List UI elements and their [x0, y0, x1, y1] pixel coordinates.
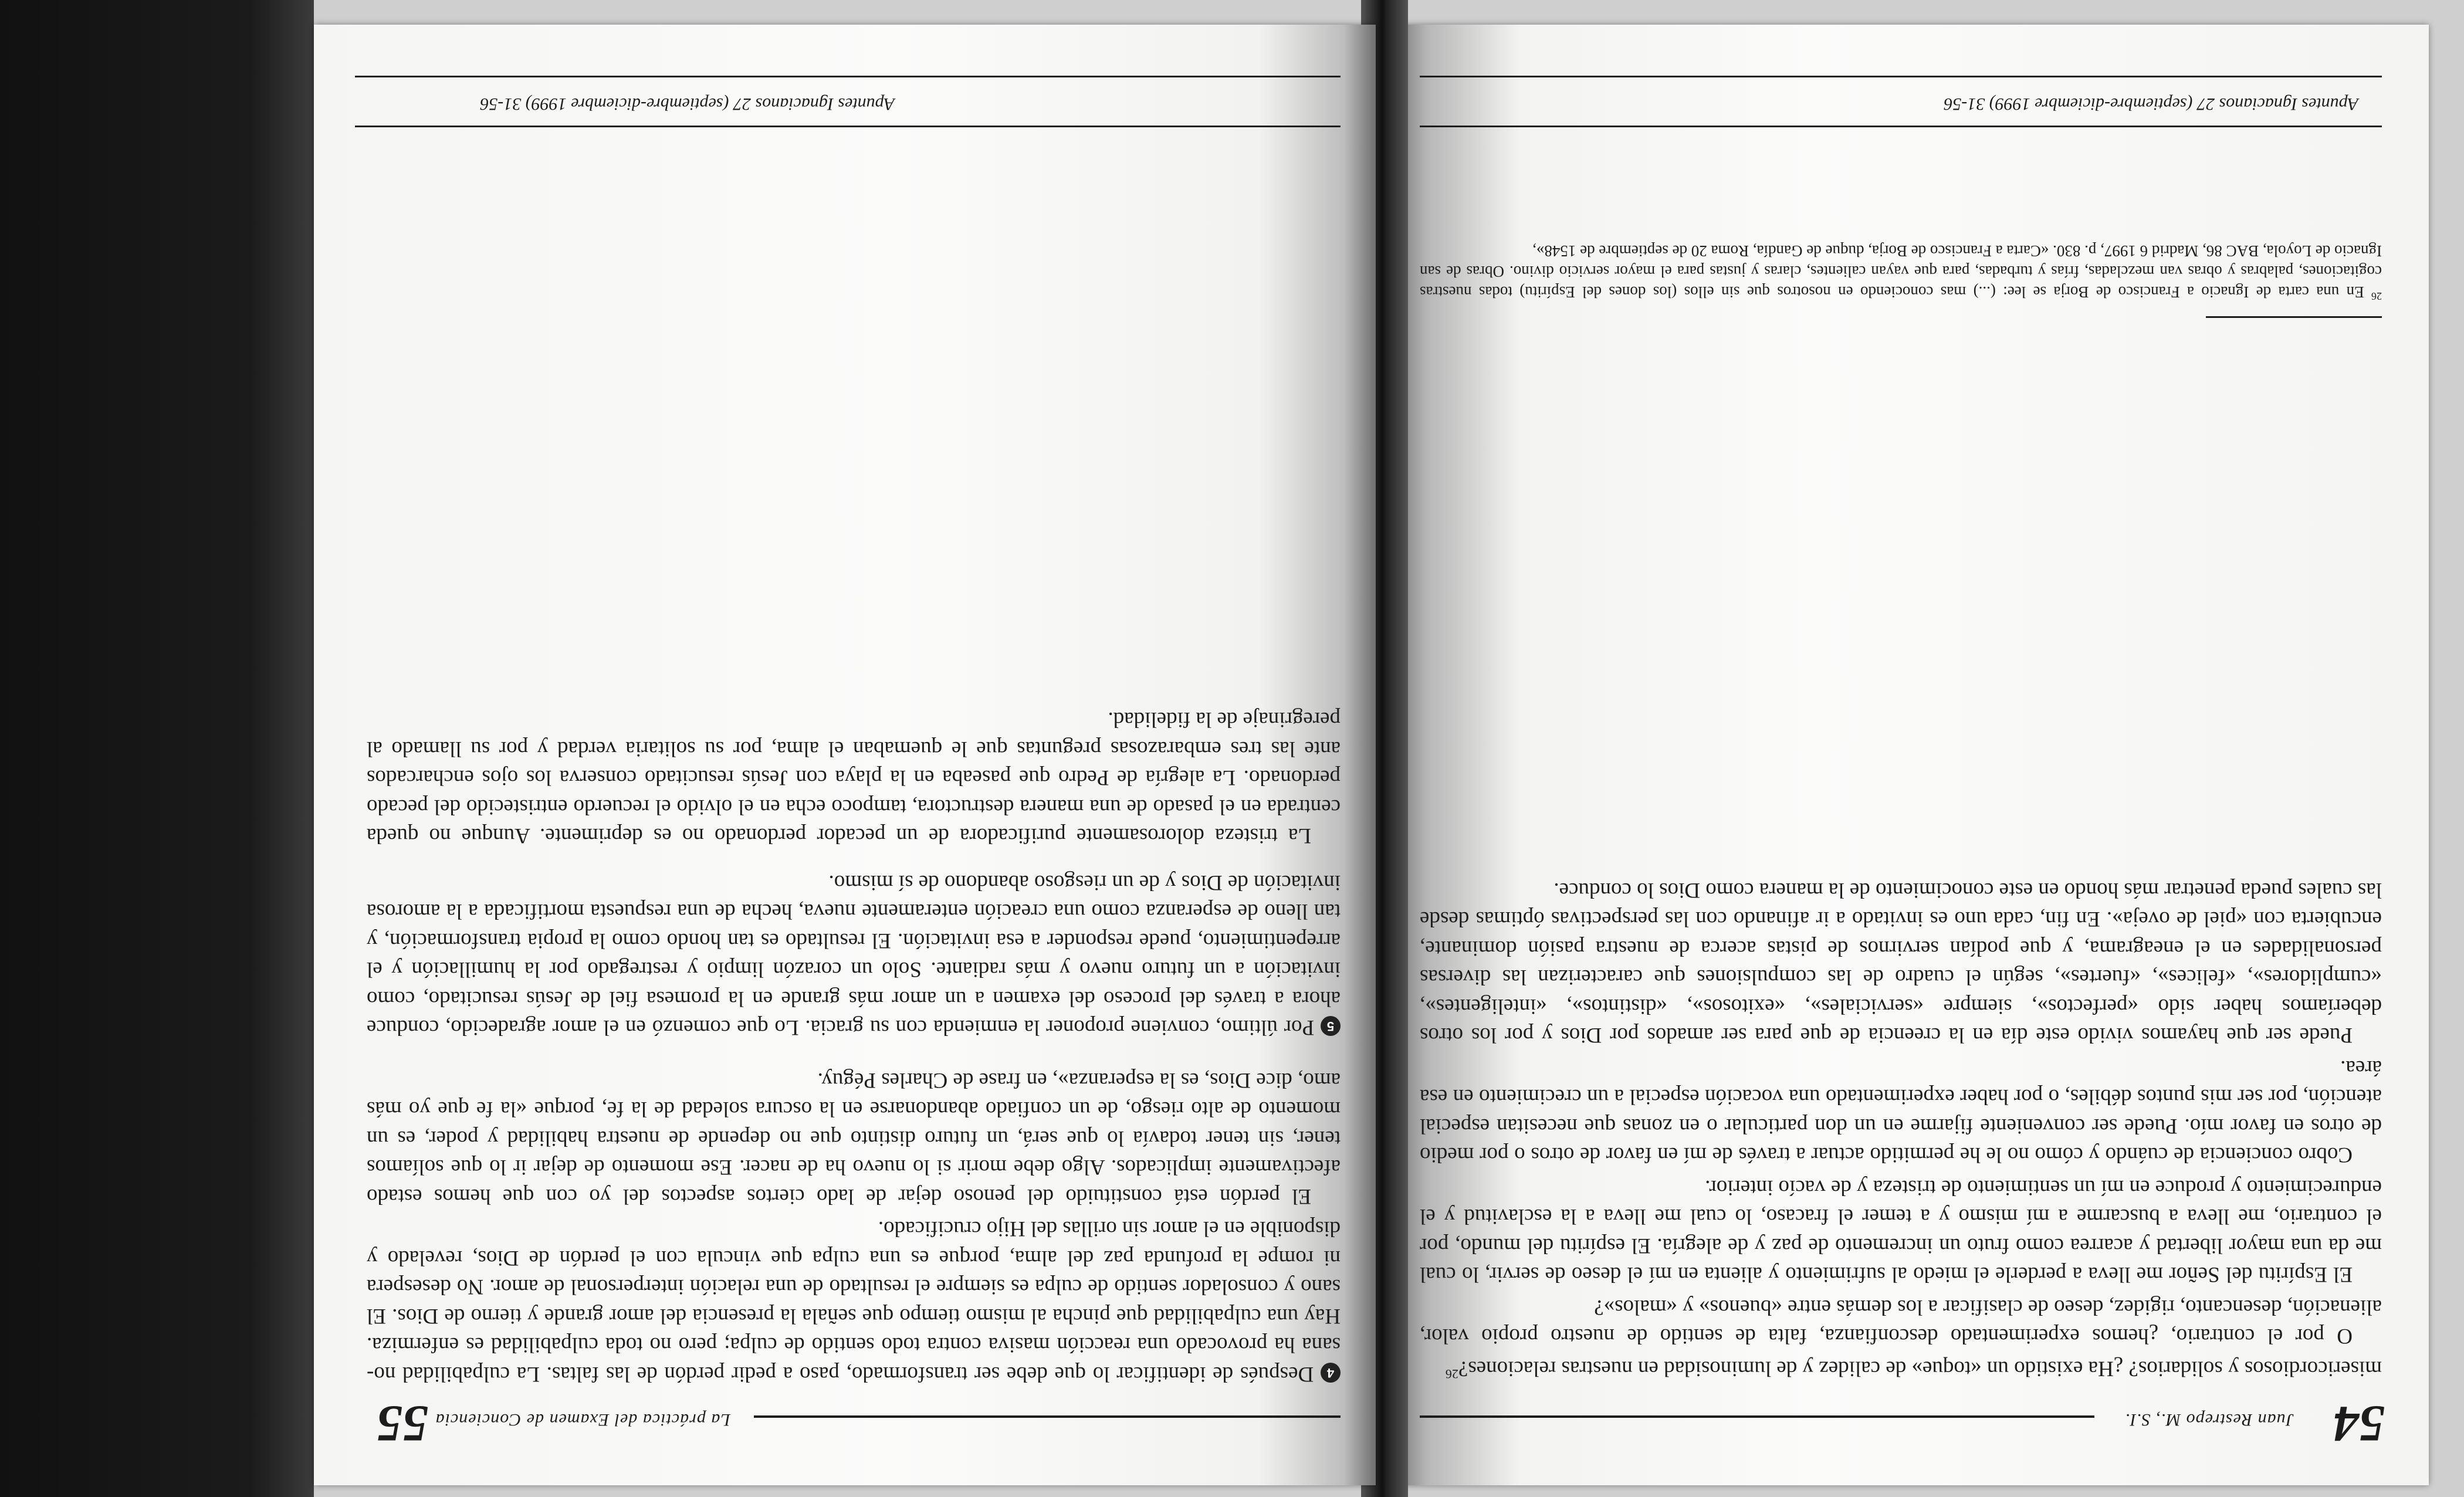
paragraph: 4 Después de identificar lo que debe ser transformado, paso a pedir perdón de las faltas. La culpabilidad no-sana ha provocado una reacción masiva contra todo sentido de culpa; pero no toda culpabilidad es enfermiza. Hay una culpabilidad que pincha al mismo tiempo que señala la presencia del amor grande y tierno de Dios. El sano y consolador sentido de culpa es siempre el resultado de una relación interpersonal de amor. No desespera ni rompe la profunda paz del alma, porque es una culpa que vincula con el perdón de Dios, revelado y disponible en el amor sin orillas del Hijo crucificado.	[367, 1217, 1341, 1386]
footer-rule	[1420, 76, 2382, 77]
footer-citation: Apuntes Ignacianos 27 (septiembre-diciembre 1999) 31-56	[480, 94, 895, 114]
paragraph: Cobro conciencia de cuándo y cómo no le he permitido actuar a través de mí en favor de otros o por medio de otros en favor mío. Puede ser conveniente fijarme en un don particular o en zonas que necesitan especial atención, por ser mis puntos débiles, o por haber experimentado una vocación especial a un crecimiento en esa área.	[1420, 1055, 2382, 1167]
footer-rule	[355, 126, 1341, 127]
running-head: La práctica del Examen de Conciencia	[435, 1410, 730, 1430]
step-number-badge: 4	[1321, 1363, 1341, 1383]
footnote-rule	[2206, 316, 2382, 318]
page-number: 55	[377, 1395, 428, 1452]
paragraph: O por el contrario, ¿hemos experimentado desconfianza, falta de sentido de nuestro propio valor, alienación, desencanto, rigidez, deseo de clasificar a los demás entre «buenos» y «malos»?	[1420, 1295, 2382, 1349]
header-rule	[754, 1415, 1341, 1418]
paragraph: misericordiosos y solidarios? ¿Ha existido un «toque» de calidez y de luminosidad en nuestras relaciones?$^{26}$	[1445, 1356, 2382, 1381]
footnote: $^{26}$ En una carta de Ignacio a Francisco de Borja se lee: (...) mas conociendo en nosotros que sin ellos (los dones del Espíritu) todas nuestras cogitaciones, palabras y obras van mezcladas, frías y turbadas, para que vayan calientes, claras y justas para el mayor servicio divino. Obras de san Ignacio de Loyola, BAC 86, Madrid 6 1997, p. 830. «Carta a Francisco de Borja, duque de Gandía, Roma 20 de septiembre de 1548»,	[1419, 242, 2382, 302]
paragraph: Puede ser que hayamos vivido este día en la creencia de que para ser amados por Dios y por los otros deberíamos haber sido «perfectos», siempre «serviciales», «exitosos», «distintos», «inteligentes», «cumplidores», «felices», «fuertes», según el cuadro de las compulsiones que caracterizan las diversas personalidades en el eneagrama, y que podían servirnos de pistas acerca de nuestra pasión dominante, encubierta con «piel de oveja». En fin, cada uno es invitado a ir afinando con las perspectivas óptimas desde las cuales pueda penetrar más hondo en este conocimiento de la manera como Dios lo conduce.	[1420, 878, 2382, 1048]
header-rule	[1420, 1415, 2094, 1418]
footer-rule	[355, 76, 1341, 77]
paragraph: El perdón está constituido del penoso dejar de lado ciertos aspectos del yo con que hemos estado afectivamente implicados. Algo debe morir si lo nuevo ha de nacer. Ese momento de dejar ir lo que solíamos tener, sin tener todavía lo que será, un futuro distinto que no depende de nuestra habilidad y poder, es un momento de alto riesgo, de un confiado abandonarse en la oscura soledad de la fe, porque «la fe que yo más amo, dice Dios, es la esperanza», en frase de Charles Péguy.	[367, 1068, 1341, 1208]
running-head: Juan Restrepo M., S.I.	[2124, 1410, 2294, 1430]
paragraph: La tristeza dolorosamente purificadora de un pecador perdonado no es deprimente. Aunque no queda centrada en el pasado de una manera destructora, tampoco echa en el olvido el recuerdo entristecido del pecado perdonado. La alegría de Pedro que paseaba en la playa con Jesús resucitado conserva los ojos encharcados ante las tres embarazosas preguntas que le quemaban el alma, por su solitaria verdad y por su llamado al peregrinaje de la fidelidad.	[367, 707, 1341, 848]
body-text	[1420, 875, 2382, 1388]
footer-rule	[1420, 126, 2382, 127]
body-text	[367, 705, 1341, 1388]
page-number: 54	[2333, 1395, 2385, 1452]
page-55	[314, 25, 1376, 1485]
paragraph: El Espíritu del Señor me lleva a perderle el miedo al sufrimiento y alienta en mí el deseo de servir, lo cual me da una mayor libertad y acarrea como fruto un incremento de paz y de alegría. El espíritu del mundo, por el contrario, me lleva a buscarme a mí mismo y a temer el fracaso, lo cual me lleva a la esclavitud y el endurecimiento y produce en mí un sentimiento de tristeza y de vacío interior.	[1420, 1175, 2382, 1287]
background-shadow	[0, 0, 314, 1497]
step-number-badge: 5	[1321, 1017, 1341, 1037]
footnote-ref: 26	[1445, 1367, 1458, 1381]
footer-citation: Apuntes Ignacianos 27 (septiembre-diciembre 1999) 31-56	[1944, 94, 2358, 114]
paragraph: 5 Por último, conviene proponer la enmienda con su gracia. Lo que comenzó en el amor agradecido, conduce ahora a través del proceso del examen a un amor más grande en la promesa fiel de Jesús resucitado, como invitación a un futuro nuevo y más radiante. Solo un corazón limpio y restregado por la humillación y el arrepentimiento, puede responder a esa invitación. El resultado es tan hondo como la propia transformación, y tan lleno de esperanza como una creación enteramente nueva, hecha de una respuesta mortificada a la amorosa invitación de Dios y de un riesgoso abandono de sí mismo.	[366, 871, 1341, 1040]
page-54	[1396, 25, 2429, 1485]
